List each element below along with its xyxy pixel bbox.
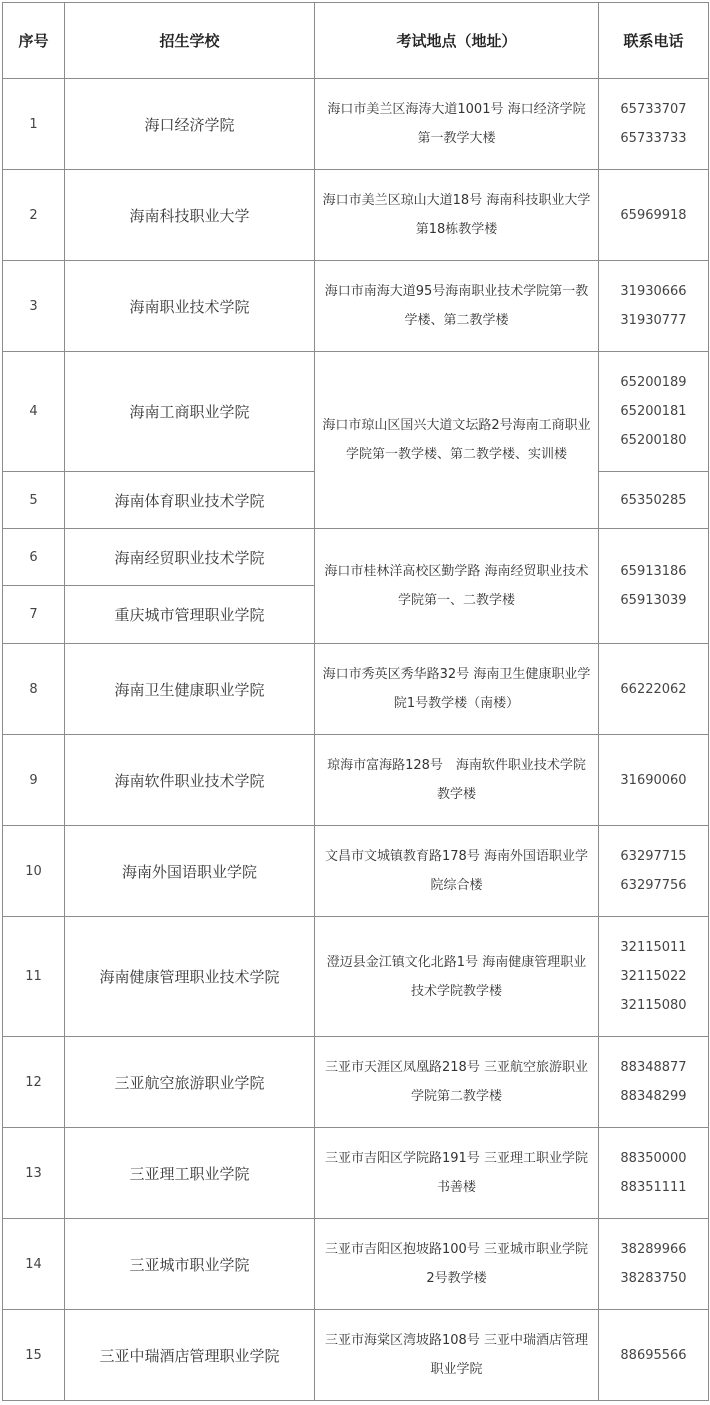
row-school: 海南卫生健康职业学院 — [65, 644, 315, 735]
row-address: 澄迈县金江镇文化北路1号 海南健康管理职业技术学院教学楼 — [315, 917, 599, 1037]
row-school: 海南健康管理职业技术学院 — [65, 917, 315, 1037]
header-index: 序号 — [3, 3, 65, 79]
exam-location-table — [2, 2, 709, 1401]
row-address: 琼海市富海路128号 海南软件职业技术学院教学楼 — [315, 735, 599, 826]
table-row — [3, 826, 709, 917]
row-school: 海南软件职业技术学院 — [65, 735, 315, 826]
table-row — [3, 917, 709, 1037]
phone-number: 32115011 — [620, 940, 687, 955]
row-school: 海南职业技术学院 — [65, 261, 315, 352]
header-school: 招生学校 — [65, 3, 315, 79]
row-index: 4 — [3, 352, 65, 472]
phone-number: 88348877 — [620, 1060, 687, 1075]
phone-number: 32115080 — [620, 998, 687, 1013]
row-address: 三亚市海棠区湾坡路108号 三亚中瑞酒店管理职业学院 — [315, 1310, 599, 1401]
row-index: 9 — [3, 735, 65, 826]
row-phone — [599, 261, 709, 352]
row-school: 海南体育职业技术学院 — [65, 472, 315, 529]
phone-number: 65200181 — [620, 404, 687, 419]
phone-number: 63297715 — [620, 849, 687, 864]
phone-number: 31690060 — [620, 772, 687, 788]
phone-number: 31930777 — [620, 313, 687, 328]
phone-number: 38283750 — [620, 1271, 687, 1286]
row-school: 三亚理工职业学院 — [65, 1128, 315, 1219]
table-row — [3, 79, 709, 170]
phone-number: 65350285 — [620, 492, 687, 508]
phone-number: 31930666 — [620, 284, 687, 299]
row-phone — [599, 1310, 709, 1401]
row-school: 重庆城市管理职业学院 — [65, 586, 315, 644]
row-address: 三亚市天涯区凤凰路218号 三亚航空旅游职业学院第二教学楼 — [315, 1037, 599, 1128]
row-school: 海口经济学院 — [65, 79, 315, 170]
table-row — [3, 529, 709, 586]
row-index: 6 — [3, 529, 65, 586]
row-phone — [599, 1037, 709, 1128]
row-school: 海南科技职业大学 — [65, 170, 315, 261]
row-address: 三亚市吉阳区抱坡路100号 三亚城市职业学院2号教学楼 — [315, 1219, 599, 1310]
table-row — [3, 1219, 709, 1310]
row-phone — [599, 917, 709, 1037]
row-phone — [599, 170, 709, 261]
row-school: 海南经贸职业技术学院 — [65, 529, 315, 586]
phone-number: 65200189 — [620, 375, 687, 390]
row-index: 12 — [3, 1037, 65, 1128]
phone-number: 63297756 — [620, 878, 687, 893]
phone-number: 65200180 — [620, 433, 687, 448]
phone-number: 65913186 — [620, 564, 687, 579]
table-row — [3, 352, 709, 472]
table-row — [3, 644, 709, 735]
row-address: 海口市琼山区国兴大道文坛路2号海南工商职业学院第一教学楼、第二教学楼、实训楼 — [315, 352, 599, 529]
row-index: 14 — [3, 1219, 65, 1310]
row-phone — [599, 1219, 709, 1310]
table-row — [3, 735, 709, 826]
table-row — [3, 261, 709, 352]
row-address: 海口市南海大道95号海南职业技术学院第一教学楼、第二教学楼 — [315, 261, 599, 352]
phone-number: 88348299 — [620, 1089, 687, 1104]
phone-number: 66222062 — [620, 681, 687, 697]
row-address: 海口市秀英区秀华路32号 海南卫生健康职业学院1号教学楼（南楼） — [315, 644, 599, 735]
phone-number: 88350000 — [620, 1151, 687, 1166]
table-row — [3, 1128, 709, 1219]
row-school: 三亚中瑞酒店管理职业学院 — [65, 1310, 315, 1401]
table-header-row — [3, 3, 709, 79]
row-phone — [599, 352, 709, 472]
row-index: 5 — [3, 472, 65, 529]
row-index: 8 — [3, 644, 65, 735]
row-school: 海南工商职业学院 — [65, 352, 315, 472]
header-phone: 联系电话 — [599, 3, 709, 79]
row-phone — [599, 735, 709, 826]
row-school: 三亚航空旅游职业学院 — [65, 1037, 315, 1128]
row-phone — [599, 79, 709, 170]
table-row — [3, 1037, 709, 1128]
row-address: 海口市美兰区海涛大道1001号 海口经济学院第一教学大楼 — [315, 79, 599, 170]
row-index: 3 — [3, 261, 65, 352]
row-address: 海口市美兰区琼山大道18号 海南科技职业大学第18栋教学楼 — [315, 170, 599, 261]
row-address: 三亚市吉阳区学院路191号 三亚理工职业学院书善楼 — [315, 1128, 599, 1219]
row-phone — [599, 472, 709, 529]
row-index: 2 — [3, 170, 65, 261]
phone-number: 88695566 — [620, 1347, 687, 1363]
table-row — [3, 170, 709, 261]
phone-number: 65969918 — [620, 207, 687, 223]
phone-number: 65913039 — [620, 593, 687, 608]
header-address: 考试地点（地址） — [315, 3, 599, 79]
row-index: 15 — [3, 1310, 65, 1401]
phone-number: 38289966 — [620, 1242, 687, 1257]
table-row — [3, 1310, 709, 1401]
phone-number: 65733707 — [620, 102, 687, 117]
row-phone — [599, 644, 709, 735]
row-index: 13 — [3, 1128, 65, 1219]
row-school: 三亚城市职业学院 — [65, 1219, 315, 1310]
row-index: 1 — [3, 79, 65, 170]
row-phone — [599, 529, 709, 644]
phone-number: 32115022 — [620, 969, 687, 984]
row-school: 海南外国语职业学院 — [65, 826, 315, 917]
row-phone — [599, 826, 709, 917]
row-address: 海口市桂林洋高校区勤学路 海南经贸职业技术学院第一、二教学楼 — [315, 529, 599, 644]
row-phone — [599, 1128, 709, 1219]
row-address: 文昌市文城镇教育路178号 海南外国语职业学院综合楼 — [315, 826, 599, 917]
row-index: 10 — [3, 826, 65, 917]
phone-number: 65733733 — [620, 131, 687, 146]
row-index: 11 — [3, 917, 65, 1037]
phone-number: 88351111 — [620, 1180, 687, 1195]
row-index: 7 — [3, 586, 65, 644]
